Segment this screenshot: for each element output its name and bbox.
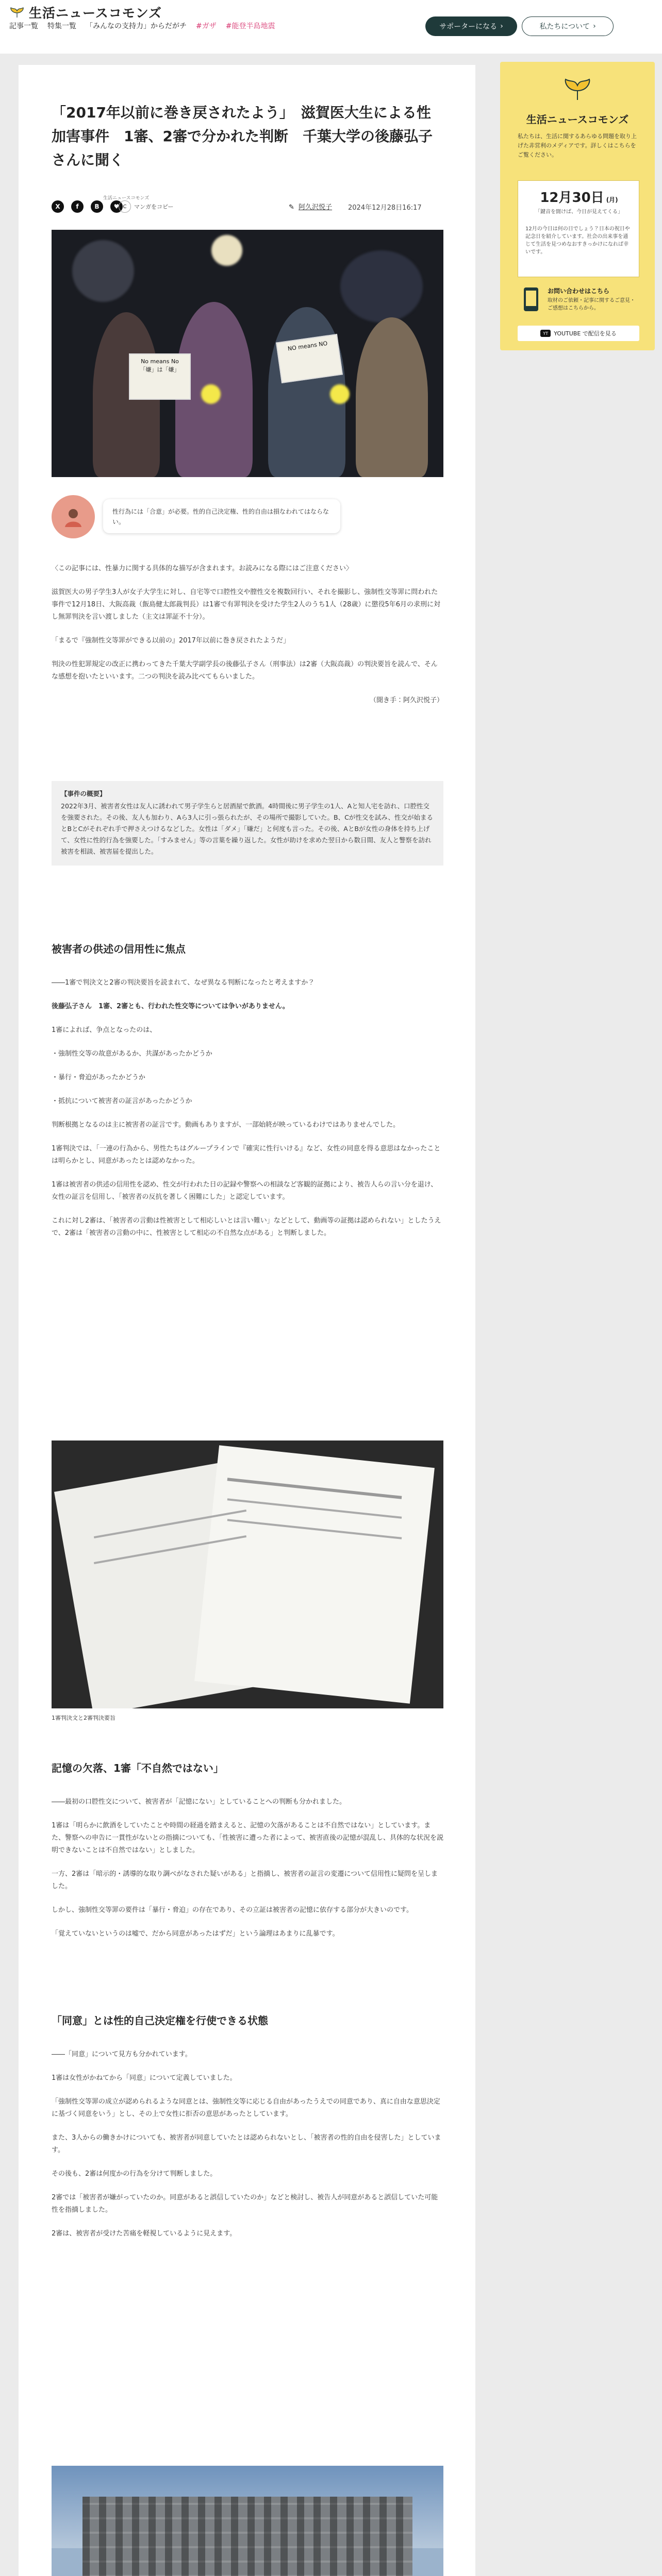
avatar <box>52 495 95 538</box>
contact-title: お問い合わせはこちら <box>548 287 610 295</box>
contact-link[interactable] <box>518 283 639 316</box>
site-name: 生活ニュースコモンズ <box>29 6 162 21</box>
section-body: ――最初の口腔性交について、被害者が「記憶にない」としていることへの判断も分かれました。 1審は「明らかに飲酒をしていたことや時間の経過を踏まえると、記憶の欠落があることは不自然ではない」としています。また、警察への申告に一貫性がないとの指摘についても、「性被害に遭った者によって、被害直後の記憶が混乱し、具体的な状況を説明できないことは不自然ではない」としました。 一方、2審は「暗示的・誘導的な取り調べがなされた疑いがある」と指摘し、被害者の証言の変遷について信用性に疑問を呈しました。 しかし、強制性交等罪の要件は「暴行・脅迫」の存在であり、その立証は被害者の記憶に依存する部分が大きいのです。 「覚えていないというのは嘘で、だから同意があったはずだ」という論理はあまりに乱暴です。 <box>52 1798 443 1938</box>
nav-features[interactable]: 特集一覧 <box>47 22 76 30</box>
site-logo[interactable] <box>9 3 162 22</box>
case-summary-title: 【事件の概要】 <box>61 790 106 798</box>
calendar-card[interactable] <box>518 180 639 277</box>
case-summary-text: 2022年3月、被害者女性は友人に誘われて男子学生らと居酒屋で飲酒。4時間後に男子学生の1人、Aと知人宅を訪れ、口腔性交を強要された。その後、友人も加わり、Aら3人に引っ張られたが、その場所で撮影していた。B、Cが性交を試み、性交が始まるとBとCがそれぞれ手で押さえつけるなどした。女性は「ダメ」「嫌だ」と何度も言った。その後、AとBが女性の身体を持ち上げて、女性に性的行為を強要した。「すみません」等の言葉を繰り返した。女性が助けを求めた翌日から数日間、友人と警察を訪れ被害を相談、被害届を提出した。 <box>61 802 434 855</box>
facebook-share-icon[interactable]: f <box>71 200 84 213</box>
nav-tag-gaza[interactable]: #ガザ <box>196 22 217 30</box>
article-photo-protest <box>52 230 443 477</box>
commons-label[interactable]: マンガをコピー <box>134 204 174 210</box>
section-heading: 被害者の供述の信用性に焦点 <box>52 943 186 955</box>
nav-articles[interactable]: 記事一覧 <box>9 22 38 30</box>
contact-description: 取材のご依頼・記事に関するご意見・ご感想はこちらから。 <box>548 298 635 311</box>
nav-tag-noto[interactable]: #能登半島地震 <box>225 22 275 30</box>
main-nav <box>9 21 275 31</box>
author <box>289 201 332 211</box>
like-share-icon[interactable]: ♥ <box>110 200 123 213</box>
protest-sign: No means No 「嫌」は「嫌」 <box>129 353 191 400</box>
sidebar-title: 生活ニュースコモンズ <box>526 113 629 126</box>
pen-icon: ✎ <box>289 204 294 211</box>
calendar-text: 12月の今日は何の日でしょう？日本の祝日や記念日を紹介しています。社会の出来事を通じて生活を見つめなおすきっかけになれば幸いです。 <box>525 226 630 255</box>
photo-caption: 1審判決文と2審判決要旨 <box>52 1715 115 1721</box>
section-heading: 記憶の欠落、1審「不自然ではない」 <box>52 1762 224 1774</box>
article-title: 「2017年以前に巻き戻されたよう」 滋賀医大生による性加害事件 1審、2審で分かれた判断 千葉大学の後藤弘子さんに聞く <box>52 104 433 168</box>
sidebar-promo <box>500 62 655 350</box>
share-caption: 生活ニュースコモンズ <box>103 196 150 201</box>
article-intro: 〈この記事には、性暴力に関する具体的な描写が含まれます。お読みになる際にはご注意ください〉 滋賀医大の男子学生3人が女子大学生に対し、自宅等で口腔性交や膣性交を複数回行い、それを撮影し、強制性交等罪に問われた事件で12月18日、大阪高裁（飯島健太郎裁判長）は1審で有罪判決を受けた学生2人のうち1人（28歳）に懲役5年6月の求刑に対し無罪判決を言い渡しました（主文は罪証不十分）。 「まるで『強制性交等罪ができる以前の』2017年以前に巻き戻されたようだ」 判決の性犯罪規定の改正に携わってきた千葉大学副学長の後藤弘子さん（刑事法）は2審（大阪高裁）の判決要旨を読んで、そんな感想を抱いたといいます。二つの判決を読み比べてもらいました。 （聞き手：阿久沢悦子） <box>52 563 443 718</box>
nav-body[interactable]: 「みんなの支持力」からだがチ <box>86 22 187 30</box>
section-body: ――「同意」について見方も分かれています。 1審は女性がかねてから「同意」について定義していました。 「強制性交等罪の成立が認められるような同意とは、強制性交等に応じる自由があったうえでの同意であり、真に自由な意思決定に基づく同意をいう」とし、その上で女性に拒否の意思があったとしています。 また、3人からの働きかけについても、被害者が同意していたとは認められないとし、「被害者の性的自由を侵害した」としています。 その後も、2審は何度かの行為を分けて判断しました。 2審では「被害者が嫌がっていたのか。同意があると誤信していたのか」などと検討し、被告人が同意があると誤信していた可能性を指摘しました。 2審は、被害者が受けた苦痛を軽視しているように見えます。 <box>52 2050 441 2238</box>
bookmark-share-icon[interactable]: B <box>91 200 103 213</box>
calendar-headline: 「鍵音を聞けば、今日が見えてくる」 <box>535 209 623 215</box>
publish-date: 2024年12月28日16:17 <box>348 204 422 212</box>
author-link[interactable]: 阿久沢悦子 <box>299 204 333 211</box>
profile-quote: 性行為には「合意」が必要。性的自己決定権、性的自由は損なわれてはならない。 <box>103 499 340 533</box>
support-button[interactable]: サポーターになる › <box>425 16 517 36</box>
case-summary-box <box>52 781 443 866</box>
youtube-icon: YT <box>540 330 551 337</box>
article-photo-court <box>52 2466 443 2576</box>
youtube-button[interactable]: YT YOUTUBE で配信を見る <box>518 326 639 341</box>
calendar-date: 12月30日 (月) <box>540 190 618 206</box>
arrow-right-icon: › <box>593 22 596 30</box>
sidebar-description: 私たちは、生活に関するあらゆる問題を取り上げた非営利のメディアです。詳しくはこちらをご覧ください。 <box>518 133 637 158</box>
article-photo-documents <box>52 1440 443 1708</box>
arrow-right-icon: › <box>500 22 503 30</box>
ginkgo-leaf-icon <box>564 77 591 101</box>
site-header <box>0 0 662 54</box>
article-meta <box>52 196 443 219</box>
interviewer-credit: （聞き手：阿久沢悦子） <box>369 697 443 704</box>
share-buttons <box>52 200 123 213</box>
section-heading: 「同意」とは性的自己決定権を行使できる状態 <box>52 2014 268 2027</box>
article-card <box>19 65 475 2576</box>
sidebar-logo <box>500 77 655 103</box>
smartphone-icon <box>520 286 542 312</box>
x-share-icon[interactable]: X <box>52 200 64 213</box>
about-button[interactable]: 私たちについて › <box>522 16 614 36</box>
ginkgo-leaf-icon <box>9 7 25 18</box>
person-icon <box>62 505 85 528</box>
commons-icon[interactable]: C <box>119 200 131 213</box>
section-body: ――1審で判決文と2審の判決要旨を読まれて、なぜ異なる判断になったと考えますか？ 後藤弘子さん 1審、2審とも、行われた性交等については争いがありません。 1審によれば、争点となったのは、 ・強制性交等の故意があるか、共謀があったかどうか ・暴行・脅迫があったかどうか ・抵抗について被害者の証言があったかどうか 判断根拠となるのは主に被害者の証言です。動画もありますが、一部始終が映っているわけではありませんでした。 1審判決では、「一連の行為から、男性たちはグループラインで『確実に性行いける』など、女性の同意を得る意思はなかったことは明らかとし、同意があったとは認めなかった。 1審は被害者の供述の信用性を認め、性交が行われた日の記録や警察への相談など客観的証拠により、被告人らの言い分を退け、女性の証言を信用し、「被害者の反抗を著しく困難にした」と認定しています。 これに対し2審は、「被害者の言動は性被害として相応しいとは言い難い」などとして、動画等の証拠は認められない」としたうえで、2審は「被害者の言動の中に、性被害として相応の不自然な点がある」と判断しました。 <box>52 979 441 1237</box>
profile-box <box>52 495 345 538</box>
protest-sign: NO means NO <box>276 334 343 383</box>
